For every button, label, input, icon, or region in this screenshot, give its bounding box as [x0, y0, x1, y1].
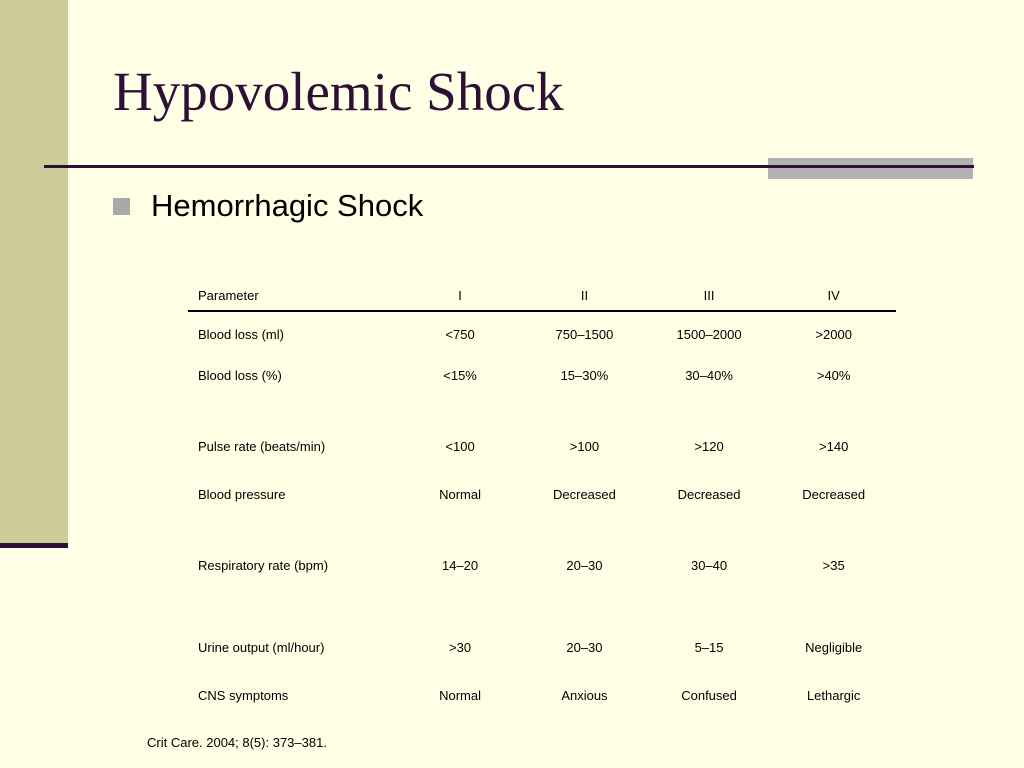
- table-cell: 15–30%: [560, 368, 609, 383]
- table-cell: Negligible: [805, 640, 863, 655]
- table-cell: 750–1500: [555, 327, 614, 342]
- table-cell: 1500–2000: [676, 327, 742, 342]
- table-cell: 20–30: [566, 558, 603, 573]
- header-cell: I: [398, 280, 522, 311]
- left-accent-band: [0, 0, 68, 546]
- table-cell: >100: [569, 439, 600, 454]
- table-cell: Normal: [439, 487, 482, 502]
- table-cell: Pulse rate (beats/min): [198, 439, 326, 454]
- table-cell: >2000: [815, 327, 852, 342]
- bullet-item: [113, 188, 423, 224]
- header-cell: IV: [771, 280, 896, 311]
- slide-title: Hypovolemic Shock: [113, 61, 564, 122]
- table-cell: Decreased: [553, 487, 616, 502]
- table-header-row: [188, 280, 896, 311]
- table-cell: Blood pressure: [198, 487, 286, 502]
- table-cell: Lethargic: [806, 688, 861, 703]
- table-cell: <15%: [443, 368, 477, 383]
- table-cell: Blood loss (%): [198, 368, 282, 383]
- table-cell: Normal: [439, 688, 482, 703]
- table-cell: Respiratory rate (bpm): [198, 558, 329, 573]
- table-cell: 30–40%: [685, 368, 733, 383]
- table-cell: Blood loss (ml): [198, 327, 284, 342]
- table-cell: Decreased: [802, 487, 866, 502]
- citation-footnote: Crit Care. 2004; 8(5): 373–381.: [147, 735, 327, 750]
- table-cell: 20–30: [566, 640, 603, 655]
- table-cell: >35: [822, 558, 845, 573]
- table-cell: <100: [445, 439, 475, 454]
- table-row: [188, 677, 896, 714]
- header-cell: II: [522, 280, 647, 311]
- table-row: [188, 394, 896, 476]
- table-row: [188, 476, 896, 513]
- table-row: [188, 311, 896, 357]
- table-row: [188, 513, 896, 595]
- bullet-text: Hemorrhagic Shock: [151, 188, 424, 223]
- table-cell: Decreased: [677, 487, 741, 502]
- square-bullet-icon: [113, 198, 130, 215]
- left-accent-underline: [0, 543, 68, 548]
- table-cell: >40%: [816, 368, 851, 383]
- table-row: [188, 357, 896, 394]
- table-cell: Confused: [681, 688, 737, 703]
- header-cell: III: [647, 280, 772, 311]
- table-cell: >140: [819, 439, 849, 454]
- table-cell: >30: [449, 640, 472, 655]
- table-cell: 30–40: [690, 558, 728, 573]
- table-cell: Anxious: [561, 688, 608, 703]
- table-cell: <750: [445, 327, 475, 342]
- table-cell: CNS symptoms: [198, 688, 289, 703]
- table-cell: Urine output (ml/hour): [198, 640, 325, 655]
- table-cell: 14–20: [441, 558, 479, 573]
- title-divider-accent: [768, 158, 973, 179]
- header-cell: Parameter: [188, 280, 398, 311]
- table-cell: 5–15: [694, 640, 724, 655]
- hemorrhagic-shock-table: [188, 280, 896, 714]
- table-cell: >120: [694, 439, 724, 454]
- table-row: [188, 595, 896, 677]
